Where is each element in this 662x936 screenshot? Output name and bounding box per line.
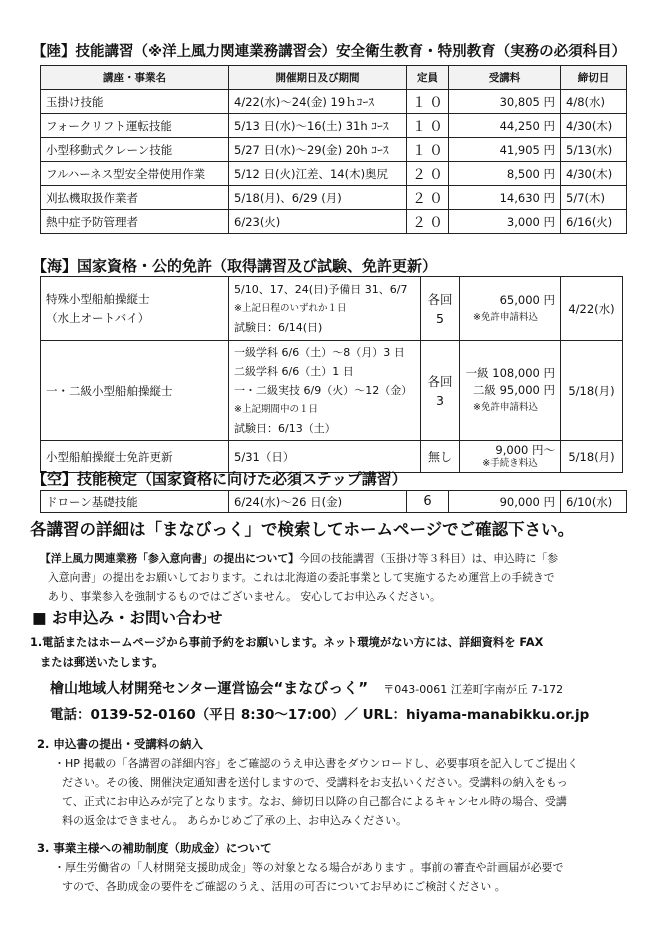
table-header-row bbox=[41, 66, 627, 90]
course-capacity: ２０ bbox=[407, 210, 449, 234]
course-date: 5/12 日(火)江差、14(木)奥尻 bbox=[229, 162, 407, 186]
table-row bbox=[41, 277, 623, 341]
subsidy-body: ・厚生労働省の「人材開発支援助成金」等の対象となる場合があります 。事前の審査や計画届が必要で すので、各助成金の要件をご確認のうえ、活用の可否についてお早めにご検討ください 。 bbox=[54, 861, 564, 893]
submission-body: ・HP 掲載の「各講習の詳細内容」をご確認のうえ申込書をダウンロードし、必要事項を記入してご提出く ださい。その後、開催決定通知書を送付しますので、受講料をお支払いください。受講料の納入をもっ て、正式にお申込みが完了となります。なお、締切日以降の自己都合によるキャンセル時の場合、受講 料の返金はできません。 あらかじめご了承の上、お申込みください。 bbox=[54, 757, 579, 827]
course-name: フルハーネス型安全帯使用作業 bbox=[41, 162, 229, 186]
course-fee: 90,000 円 bbox=[449, 491, 561, 513]
offshore-note-text: 今回の技能講習（玉掛け等３科目）は、申込時に「参 bbox=[298, 552, 559, 565]
air-section-title: 【空】技能検定（国家資格に向けた必須ステップ講習） bbox=[32, 470, 407, 488]
course-capacity: １０ bbox=[407, 90, 449, 114]
table-row bbox=[41, 491, 627, 513]
course-fee: 9,000 円～ ※手続き料込 bbox=[460, 441, 561, 473]
course-name: 玉掛け技能 bbox=[41, 90, 229, 114]
course-name: 小型移動式クレーン技能 bbox=[41, 138, 229, 162]
course-capacity: １０ bbox=[407, 138, 449, 162]
header-date: 開催期日及び期間 bbox=[229, 66, 407, 90]
course-name: 小型船舶操縦士免許更新 bbox=[41, 441, 229, 473]
table-row bbox=[41, 341, 623, 441]
course-fee: 3,000 円 bbox=[449, 210, 561, 234]
course-name: 一・二級小型船舶操縦士 bbox=[41, 341, 229, 441]
organization-line bbox=[50, 677, 563, 698]
course-name: 熱中症予防管理者 bbox=[41, 210, 229, 234]
course-deadline: 4/22(水) bbox=[561, 277, 623, 341]
course-capacity: 6 bbox=[407, 491, 449, 513]
header-course-name: 講座・事業名 bbox=[41, 66, 229, 90]
course-date: 5/13 日(水)～16(土) 31h ｺｰｽ bbox=[229, 114, 407, 138]
course-name: 刈払機取扱作業者 bbox=[41, 186, 229, 210]
submission-heading: 2. 申込書の提出・受講料の納入 bbox=[37, 737, 203, 751]
course-date: 6/24(水)～26 日(金) bbox=[229, 491, 407, 513]
course-fee: 一級 108,000 円 二級 95,000 円 ※免許申請料込 bbox=[460, 341, 561, 441]
contact-heading: ■ お申込み・お問い合わせ bbox=[32, 609, 223, 627]
course-date: 5/18(月)、6/29 (月) bbox=[229, 186, 407, 210]
header-fee: 受講料 bbox=[449, 66, 561, 90]
course-deadline: 6/10(水) bbox=[561, 491, 627, 513]
course-deadline: 4/30(木) bbox=[561, 114, 627, 138]
course-deadline: 5/18(月) bbox=[561, 341, 623, 441]
course-date: 6/23(火) bbox=[229, 210, 407, 234]
course-deadline: 4/30(木) bbox=[561, 162, 627, 186]
air-course-table bbox=[40, 490, 627, 513]
course-deadline: 5/18(月) bbox=[561, 441, 623, 473]
contact-item-1: 1.電話またはホームページから事前予約をお願いします。ネット環境がない方には、詳細資料を FAX または郵送いたします。 bbox=[30, 636, 544, 669]
table-row bbox=[41, 162, 627, 186]
sea-course-table bbox=[40, 276, 623, 473]
course-name: 特殊小型船舶操縦士 （水上オートバイ） bbox=[41, 277, 229, 341]
table-row bbox=[41, 210, 627, 234]
offshore-note-lead: 【洋上風力関連業務「参入意向書」の提出について】 bbox=[40, 552, 299, 565]
course-capacity: ２０ bbox=[407, 186, 449, 210]
course-deadline: 4/8(水) bbox=[561, 90, 627, 114]
course-capacity: １０ bbox=[407, 114, 449, 138]
course-fee: 41,905 円 bbox=[449, 138, 561, 162]
course-deadline: 5/13(水) bbox=[561, 138, 627, 162]
subsidy-heading: 3. 事業主様への補助制度（助成金）について bbox=[37, 841, 272, 855]
header-deadline: 締切日 bbox=[561, 66, 627, 90]
organization-nickname: “まなびっく” bbox=[273, 679, 369, 697]
search-notice: 各講習の詳細は「まなびっく」で検索してホームページでご確認下さい。 bbox=[30, 520, 575, 539]
phone-url-line[interactable]: 電話：0139-52-0160（平日 8:30～17:00）／ URL：hiyama-manabikku.or.jp bbox=[50, 707, 590, 723]
course-name: ドローン基礎技能 bbox=[41, 491, 229, 513]
header-capacity: 定員 bbox=[407, 66, 449, 90]
table-row bbox=[41, 114, 627, 138]
course-capacity: 各回 5 bbox=[421, 277, 460, 341]
course-deadline: 6/16(火) bbox=[561, 210, 627, 234]
course-fee: 30,805 円 bbox=[449, 90, 561, 114]
address: 〒043-0061 江差町字南が丘 7-172 bbox=[383, 683, 564, 696]
course-capacity: 無し bbox=[421, 441, 460, 473]
course-date: 5/31（日） bbox=[229, 441, 421, 473]
course-capacity: 各回 3 bbox=[421, 341, 460, 441]
course-fee: 44,250 円 bbox=[449, 114, 561, 138]
sea-section-title: 【海】国家資格・公的免許（取得講習及び試験、免許更新） bbox=[32, 257, 438, 275]
table-row bbox=[41, 90, 627, 114]
course-date: 5/27 日(水)～29(金) 20h ｺｰｽ bbox=[229, 138, 407, 162]
organization-name: 檜山地域人材開発センター運営協会 bbox=[50, 681, 274, 697]
course-fee: 65,000 円 ※免許申請料込 bbox=[460, 277, 561, 341]
course-deadline: 5/7(木) bbox=[561, 186, 627, 210]
land-section-title: 【陸】技能講習（※洋上風力関連業務講習会）安全衛生教育・特別教育（実務の必須科目） bbox=[32, 44, 627, 60]
offshore-note-text: 入意向書」の提出をお願いしております。これは北海道の委託事業として実施するため運営上の手続きで bbox=[48, 571, 555, 584]
course-fee: 8,500 円 bbox=[449, 162, 561, 186]
table-row bbox=[41, 186, 627, 210]
offshore-note-text: あり、事業参入を強制するものではございません。 安心してお申込みください。 bbox=[48, 590, 441, 603]
table-row bbox=[41, 138, 627, 162]
offshore-note bbox=[40, 549, 640, 606]
course-date: 一級学科 6/6（土）～8（月）3 日 二級学科 6/6（土）1 日 一・二級実技 6/9（火）～12（金） ※上記期間中の１日 試験日：6/13（土） bbox=[229, 341, 421, 441]
course-capacity: ２０ bbox=[407, 162, 449, 186]
course-fee: 14,630 円 bbox=[449, 186, 561, 210]
course-date: 5/10、17、24(日)予備日 31、6/7 ※上記日程のいずれか１日 試験日：6/14(日) bbox=[229, 277, 421, 341]
land-course-table bbox=[40, 65, 627, 234]
course-name: フォークリフト運転技能 bbox=[41, 114, 229, 138]
course-date: 4/22(水)～24(金) 19ｈｺｰｽ bbox=[229, 90, 407, 114]
